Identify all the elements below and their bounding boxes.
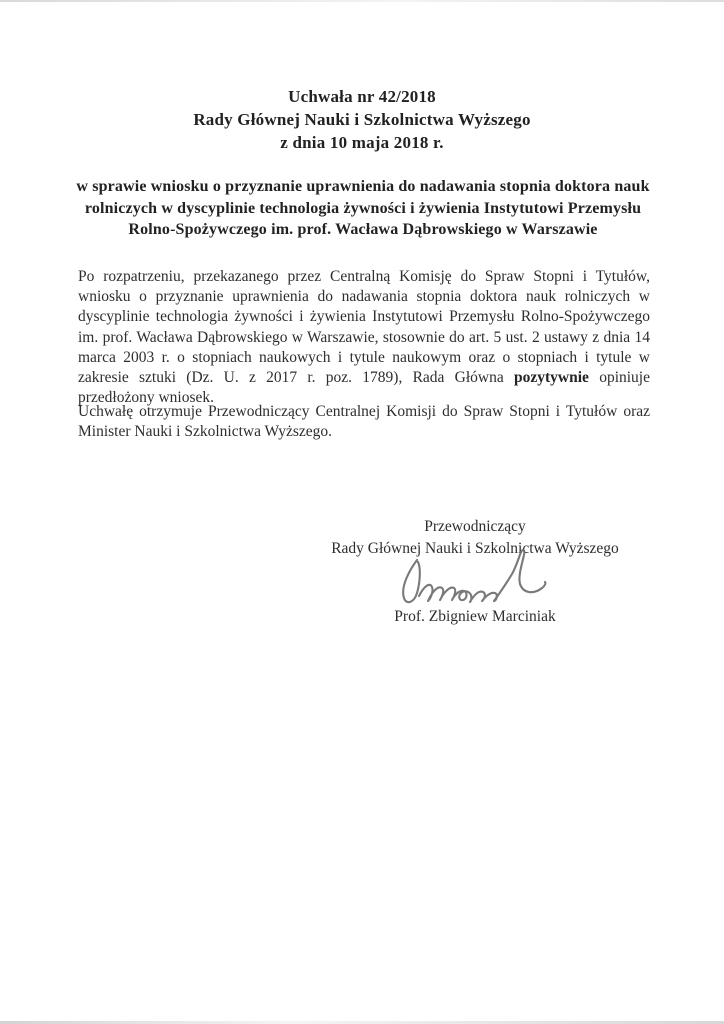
handwritten-signature-scribble bbox=[386, 546, 558, 610]
resolution-number-line: Uchwała nr 42/2018 bbox=[288, 87, 436, 106]
signature-area bbox=[300, 560, 650, 604]
body-paragraph-1 bbox=[78, 267, 650, 408]
resolution-date-line: z dnia 10 maja 2018 r. bbox=[280, 133, 444, 152]
signatory-role-line-2: Rady Głównej Nauki i Szkolnictwa Wyższego bbox=[331, 540, 619, 557]
scan-edge-top bbox=[0, 0, 724, 2]
signatory-name: Prof. Zbigniew Marciniak bbox=[394, 608, 556, 625]
resolution-title bbox=[0, 85, 724, 154]
paragraph-1-text-end: opiniuje przedłożony wniosek. bbox=[78, 369, 650, 407]
signature-block bbox=[300, 516, 650, 628]
signatory-role-line-1: Przewodniczący bbox=[424, 518, 526, 535]
issuing-body-line: Rady Głównej Nauki i Szkolnictwa Wyższego bbox=[193, 110, 531, 129]
paragraph-1-emphasis: pozytywnie bbox=[514, 369, 589, 387]
paragraph-1-text: Po rozpatrzeniu, przekazanego przez Centralną Komisję do Spraw Stopni i Tytułów, wniosku o przyznanie uprawnienia do nadawania stopnia doktora nauk rolniczych w dyscyplinie technologia żywności i żywienia Instytutowi Przemysłu Rolno-Spożywczego im. prof. Wacława Dąbrowskiego w Warszawie, stosownie do art. 5 ust. 2 ustawy z dnia 14 marca 2003 r. o stopniach naukowych i tytule naukowym oraz o stopniach i tytule w zakresie sztuki (Dz. U. z 2017 r. poz. 1789), Rada Główna bbox=[78, 268, 650, 387]
resolution-subject: w sprawie wniosku o przyznanie uprawnienia do nadawania stopnia doktora nauk rolniczych w dyscyplinie technologia żywności i żywienia Instytutowi Przemysłu Rolno-Spożywczego im. prof. Wacława Dąbrowskiego w Warszawie bbox=[76, 178, 650, 238]
body-paragraph-2: Uchwałę otrzymuje Przewodniczący Centralnej Komisji do Spraw Stopni i Tytułów oraz Minister Nauki i Szkolnictwa Wyższego. bbox=[78, 403, 650, 441]
